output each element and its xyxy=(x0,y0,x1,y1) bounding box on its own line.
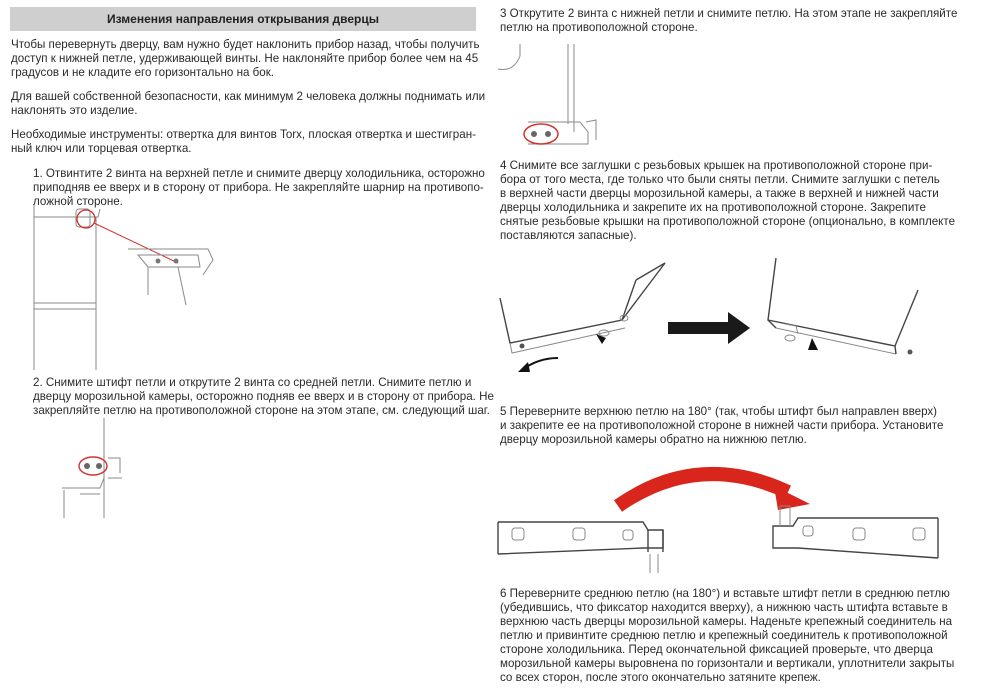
step-1-text: 1. Отвинтите 2 винта на верхней петле и снимите дверцу холодильника, осторожно приподняв ее вверх и в сторону от прибора. Не закрепляйте шарнир на противопо- ложной стороне. xyxy=(33,167,485,208)
step-2-text: 2. Снимите штифт петли и открутите 2 винта со средней петли. Снимите петлю и дверцу морозильной камеры, осторожно подняв ее вверх и в сторону от прибора. Не закрепляйте петлю на противоположной стороне на этом этапе, см. следующий шаг. xyxy=(33,376,494,417)
step-2-illustration xyxy=(60,418,150,523)
intro-paragraph-2: Для вашей собственной безопасности, как минимум 2 человека должны поднимать или наклонять это изделие. xyxy=(11,90,486,117)
step-5-illustration xyxy=(498,468,943,578)
intro-paragraph-3: Необходимые инструменты: отвертка для винтов Torx, плоская отвертка и шестигран- ный ключ или торцевая отвертка. xyxy=(11,128,476,155)
step-4-text: 4 Снимите все заглушки с резьбовых крышек на противоположной стороне при- бора от того места, где только что были сняты петли. Снимите заглушки с петель в верхней части дверцы морозильной камеры, а также в верхней и нижней части дверцы холодильника и закрепите их на противоположной стороне. Закрепите снятые резьбовые крышки на противоположной стороне (опционально, в комплекте поставляются запасные). xyxy=(500,159,956,242)
step-5-text: 5 Переверните верхнюю петлю на 180° (так, чтобы штифт был направлен вверх) и закрепите ее на противоположной стороне в нижней части прибора. Установите дверцу морозильной камеры обратно на нижнюю петлю. xyxy=(500,405,944,446)
intro-paragraph-1: Чтобы перевернуть дверцу, вам нужно будет наклонить прибор назад, чтобы получить доступ к нижней петле, удерживающей винты. Не наклоняйте прибор более чем на 45 градусов и не кладите его горизонтально на бок. xyxy=(11,38,480,79)
step-4-illustration xyxy=(500,258,940,383)
step-3-illustration xyxy=(498,44,608,154)
section-title: Изменения направления открывания дверцы xyxy=(10,7,476,31)
step-1-illustration xyxy=(28,205,228,375)
step-6-text: 6 Переверните среднюю петлю (на 180°) и вставьте штифт петли в среднюю петлю (убедившись, что фиксатор находится вверху), а нижнюю часть штифта вставьте в верхнюю часть дверцы морозильной камеры. Наденьте крепежный соединитель на петлю и привинтите среднюю петлю и крепежный соединитель к противоположной стороне холодильника. Перед окончательной фиксацией проверьте, что дверца морозильной камеры выровнена по горизонтали и вертикали, уплотнители закрыты со всех сторон, после этого окончательно затяните крепеж. xyxy=(500,587,955,684)
step-3-text: 3 Открутите 2 винта с нижней петли и снимите петлю. На этом этапе не закрепляйте петлю на противоположной стороне. xyxy=(500,7,958,34)
